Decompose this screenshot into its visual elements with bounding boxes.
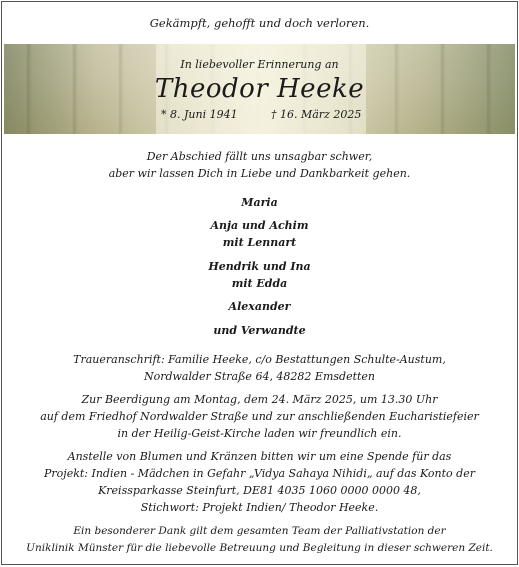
motto: Gekämpft, gehofft und doch verloren. — [149, 16, 370, 30]
address-line: Nordwalder Straße 64, 48282 Emsdetten — [143, 370, 376, 383]
forest-banner — [4, 44, 515, 134]
farewell-text — [2, 148, 517, 182]
birth-date: * 8. Juni 1941 — [161, 108, 238, 121]
mourner-name: Alexander — [228, 300, 291, 313]
family-member — [2, 217, 517, 251]
mourner-name: mit Edda — [231, 277, 288, 290]
family-member — [2, 298, 517, 315]
mourner-name: Anja und Achim — [210, 219, 309, 232]
farewell-line: aber wir lassen Dich in Liebe und Dankbarkeit gehen. — [108, 167, 411, 180]
farewell-line: Der Abschied fällt uns unsagbar schwer, — [146, 150, 373, 163]
donation-line: Projekt: Indien - Mädchen in Gefahr „Vidya Sahaya Nihidi„ auf das Konto der — [44, 467, 475, 480]
thanks-line: Ein besonderer Dank gilt dem gesamten Team der Palliativstation der — [73, 525, 446, 537]
funeral-line: auf dem Friedhof Nordwalder Straße und zur anschließenden Eucharistiefeier — [40, 410, 479, 423]
mourner-name: Maria — [241, 196, 278, 209]
mourner-name: mit Lennart — [222, 236, 297, 249]
funeral-info — [2, 391, 517, 442]
donation-info — [2, 448, 517, 516]
obituary-card — [1, 1, 518, 565]
address-line: Traueranschrift: Familie Heeke, c/o Bestattungen Schulte-Austum, — [73, 353, 446, 366]
memorial-intro: In liebevoller Erinnerung an — [180, 58, 339, 71]
deceased-name: Theodor Heeke — [154, 74, 365, 104]
thanks-line: Uniklinik Münster für die liebevolle Betreuung und Begleitung in dieser schweren Zeit. — [26, 542, 493, 554]
donation-line: Anstelle von Blumen und Kränzen bitten wir um eine Spende für das — [67, 450, 452, 463]
family-member — [2, 258, 517, 292]
family-member — [2, 194, 517, 211]
death-date: † 16. März 2025 — [271, 108, 362, 121]
thanks-note — [2, 523, 517, 557]
family-member — [2, 322, 517, 339]
funeral-line: Zur Beerdigung am Montag, dem 24. März 2025, um 13.30 Uhr — [81, 393, 438, 406]
mourner-name: Hendrik und Ina — [208, 260, 311, 273]
donation-line: Stichwort: Projekt Indien/ Theodor Heeke. — [140, 501, 379, 514]
donation-line: Kreissparkasse Steinfurt, DE81 4035 1060 0000 0000 48, — [98, 484, 421, 497]
mourning-address — [2, 351, 517, 385]
funeral-line: in der Heilig-Geist-Kirche laden wir freundlich ein. — [117, 427, 402, 440]
mourner-name: und Verwandte — [213, 324, 306, 337]
